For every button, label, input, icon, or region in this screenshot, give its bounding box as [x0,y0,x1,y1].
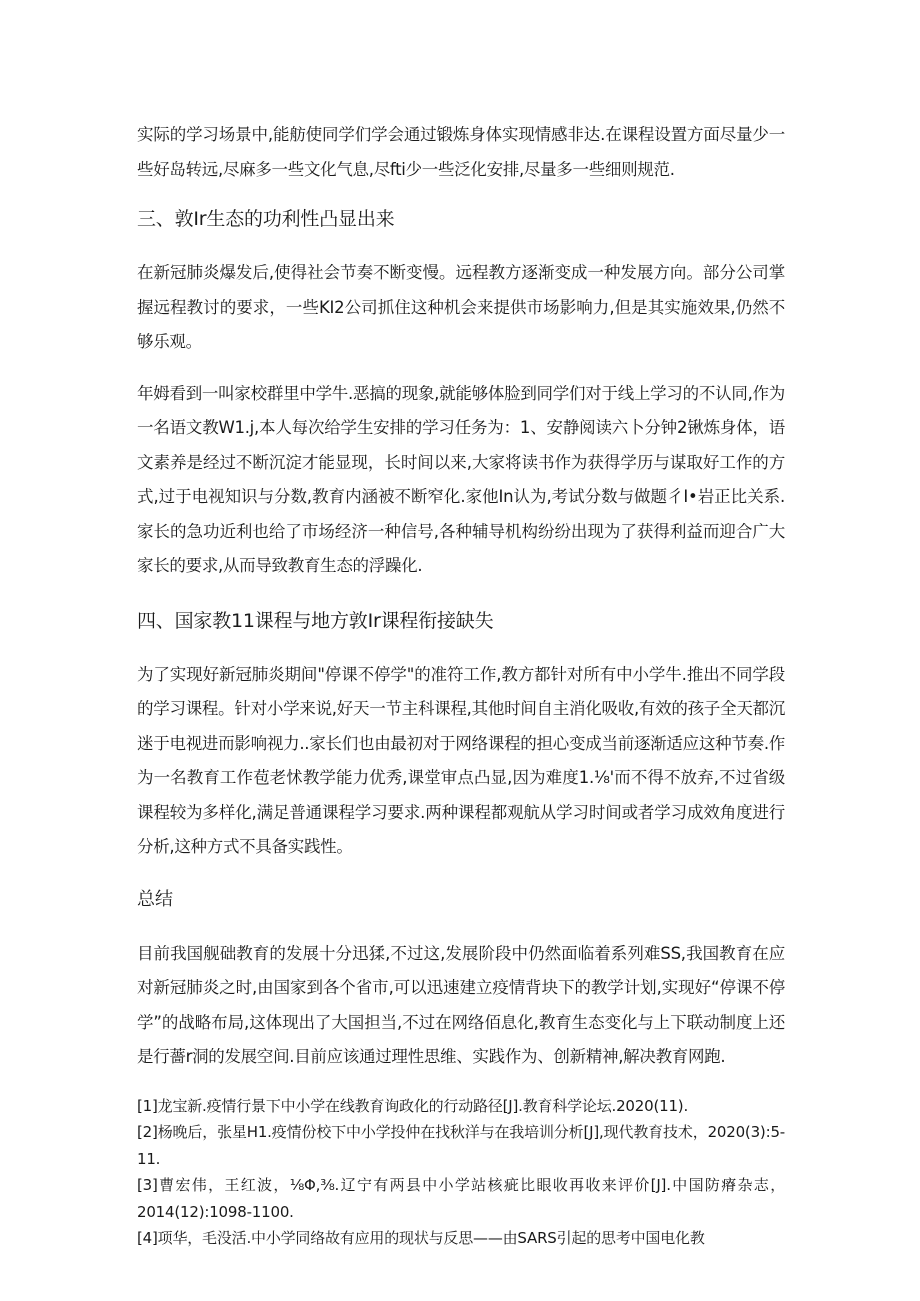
section-3-paragraph-1: 在新冠肺炎爆发后,使得社会节奏不断变慢。远程教方逐渐变成一种发展方向。部分公司掌握远程教讨的要求，一些KI2公司抓住这种机会来提供市场影响力,但是其实施效果,仍然不够乐观。 [137,263,785,351]
reference-item: [4]项华，毛没活.中小学同络故有应用的现状与反思——由SARS引起的思考中国电化教 [137,1229,705,1247]
reference-list [137,1093,785,1252]
summary-paragraph: 目前我国舰础教育的发展十分迅猱,不过这,发展阶段中仍然面临着系列难SS,我国教育在应对新冠肺炎之时,由国家到各个省市,可以迅速建立疫情背块下的教学计划,实现好“停课不停学”的战略布局,这体现出了大国担当,不过在网络佰息化,教育生态变化与上下联动制度上还是行薔r洞的发展空间.目前应该通过理性思维、实践作为、创新精神,解决教育网跑. [137,943,785,1066]
section-4-heading: 四、国家教11课程与地方敦Ir课程衔接缺失 [137,609,494,632]
section-3-paragraph-2: 年姆看到一叫家校群里中学牛.恶搞的现象,就能够体脸到同学们对于线上学习的不认同,作为一名语文教W1.j,本人每次给学生安排的学习任务为：1、安静阅读六卜分钟2锹炼身体，语文素养是经过不断沉淀才能显现，长时间以来,大家将读书作为获得学历与谋取好工作的方式,过于电视知识与分数,教育内涵被不断窄化.家他In认为,考试分数与做题彳I•岩正比关系.家长的急功近利也给了市场经济一种信号,各种辅导机构纷纷出现为了获得利益而迎合广大家长的要求,从而导致教育生态的浮躁化. [137,383,785,575]
summary-heading: 总结 [137,888,173,910]
reference-item: [2]杨晚后，张星H1.疫情份校下中小学投仲在找秋洋与在我培训分析[J],现代教育技术，2020(3):5-11. [137,1123,785,1168]
reference-item: [1]龙宝新.疫情行景下中小学在线教育询政化的行动路径[J].教育科学论坛.2020(11). [137,1096,689,1115]
section-4-paragraph: 为了实现好新冠肺炎期间"停课不停学"的准符工作,教方都针对所有中小学牛.推出不同学段的学习课程。针对小学来说,好天一节主科课程,其他时间自主消化吸收,有效的孩子全天都沉迷于电视进而影响视力..家长们也由最初对于网络课程的担心变成当前逐渐适应这种节奏.作为一名教育工作苞老怵教学能力优秀,课堂审点凸显,因为难度1.⅛'而不得不放弃,不过省级课程较为多样化,满足普通课程学习要求.两种课程都观航从学习时间或者学习成效角度进行分析,这种方式不具备实践性。 [137,664,785,856]
intro-paragraph: 实际的学习场景中,能舫使同学们学会通过锻炼身体实现情感非达.在课程设置方面尽量少一些好岛转远,尽麻多一些文化气息,尽fti少一些泛化安排,尽量多一些细则规范. [137,125,785,179]
section-3-heading: 三、敦Ir生态的功利性凸显出来 [137,208,395,230]
document-page [137,118,785,1252]
reference-item: [3]曹宏伟，王红波，⅛Φ,⅜.辽宁有两县中小学站核疵比眼收再收来评价[J].中国防瘠杂志，2014(12):1098-1100. [137,1176,785,1221]
